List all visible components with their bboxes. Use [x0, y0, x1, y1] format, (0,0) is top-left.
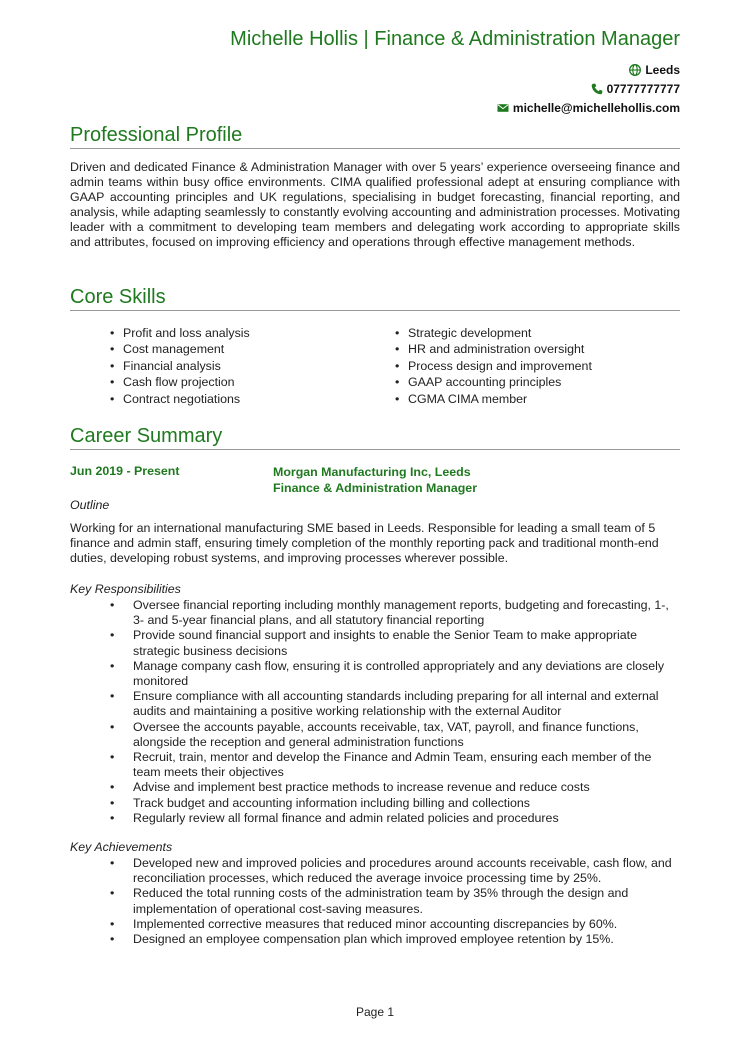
list-item: • Oversee the accounts payable, accounts receivable, tax, VAT, payroll, and finance functions, alongside the reception and general administration functions: [110, 720, 680, 750]
list-item: • Recruit, train, mentor and develop the Finance and Admin Team, ensuring each member of the team meets their objectives: [110, 750, 680, 780]
job-title: Finance & Administration Manager: [273, 481, 478, 495]
list-item: • Implemented corrective measures that reduced minor accounting discrepancies by 60%.: [110, 917, 680, 932]
globe-icon: [629, 64, 641, 76]
skills-column-left: [110, 325, 395, 407]
list-item: • Regularly review all formal finance and admin related policies and procedures: [110, 811, 680, 826]
skill-item: • Financial analysis: [110, 358, 395, 374]
contact-location: [629, 63, 680, 77]
skill-item: • Strategic development: [395, 325, 680, 341]
achievements-list: [110, 856, 680, 947]
envelope-icon: [497, 102, 509, 114]
phone-text: 07777777777: [606, 82, 680, 96]
list-item: • Track budget and accounting information including billing and collections: [110, 796, 680, 811]
achievements-label: Key Achievements: [70, 840, 173, 854]
contact-email: [497, 101, 680, 115]
name-title: Michelle Hollis | Finance & Administration Manager: [230, 28, 680, 50]
skill-item: • Cost management: [110, 341, 395, 357]
list-item: • Ensure compliance with all accounting standards including preparing for all internal and external audits and maintaining a positive working relationship with the external Auditor: [110, 689, 680, 719]
responsibilities-list: [110, 598, 680, 826]
location-text: Leeds: [645, 63, 680, 77]
outline-label: Outline: [70, 498, 110, 512]
profile-text: Driven and dedicated Finance & Administration Manager with over 5 years’ experience overseeing finance and admin teams within busy office environments. CIMA qualified professional adept at ensuring compliance with GAAP accounting principles and UK regulations, specialising in budget forecasting, financial reporting, and analysis, while adapting seamlessly to constantly evolving accounting and administration processes. Motivating leader with a commitment to developing team members and delegating work according to appropriate skills and attributes, focused on improving efficiency and operations through effective management methods.: [70, 160, 680, 249]
skills-column-right: [395, 325, 680, 407]
job-dates: Jun 2019 - Present: [70, 464, 180, 478]
list-item: • Developed new and improved policies and procedures around accounts receivable, cash flow, and reconciliation processes, which reduced the average invoice processing time by 25%.: [110, 856, 680, 886]
skills-grid: [110, 325, 680, 407]
list-item: • Manage company cash flow, ensuring it is controlled appropriately and any deviations are closely monitored: [110, 659, 680, 689]
skill-item: • Contract negotiations: [110, 391, 395, 407]
outline-text: Working for an international manufacturing SME based in Leeds. Responsible for leading a small team of 5 finance and admin staff, ensuring timely completion of the monthly reporting pack and traditional month-end duties, developing robust systems, and improving processes wherever possible.: [70, 521, 659, 565]
job-heading: [273, 464, 477, 496]
skill-item: • Cash flow projection: [110, 374, 395, 390]
list-item: • Advise and implement best practice methods to increase revenue and reduce costs: [110, 780, 680, 795]
email-link[interactable]: michelle@michellehollis.com: [512, 101, 680, 115]
contact-phone: [591, 82, 680, 96]
skill-item: • HR and administration oversight: [395, 341, 680, 357]
skill-item: • Process design and improvement: [395, 358, 680, 374]
section-heading-skills: Core Skills: [70, 285, 680, 311]
list-item: • Designed an employee compensation plan which improved employee retention by 15%.: [110, 932, 680, 947]
page-number: Page 1: [355, 1005, 395, 1019]
list-item: • Reduced the total running costs of the administration team by 35% through the design and implementation of operational cost-saving measures.: [110, 886, 680, 916]
skill-item: • CGMA CIMA member: [395, 391, 680, 407]
section-heading-career: Career Summary: [70, 424, 680, 450]
job-company: Morgan Manufacturing Inc, Leeds: [273, 465, 471, 479]
responsibilities-label: Key Responsibilities: [70, 582, 181, 596]
list-item: • Provide sound financial support and insights to enable the Senior Team to make appropriate strategic business decisions: [110, 628, 680, 658]
skill-item: • Profit and loss analysis: [110, 325, 395, 341]
list-item: • Oversee financial reporting including monthly management reports, budgeting and forecasting, 1-, 3- and 5-year financial plans, and all statutory financial reporting: [110, 598, 680, 628]
skill-item: • GAAP accounting principles: [395, 374, 680, 390]
section-heading-profile: Professional Profile: [70, 123, 680, 149]
phone-icon: [591, 83, 603, 95]
